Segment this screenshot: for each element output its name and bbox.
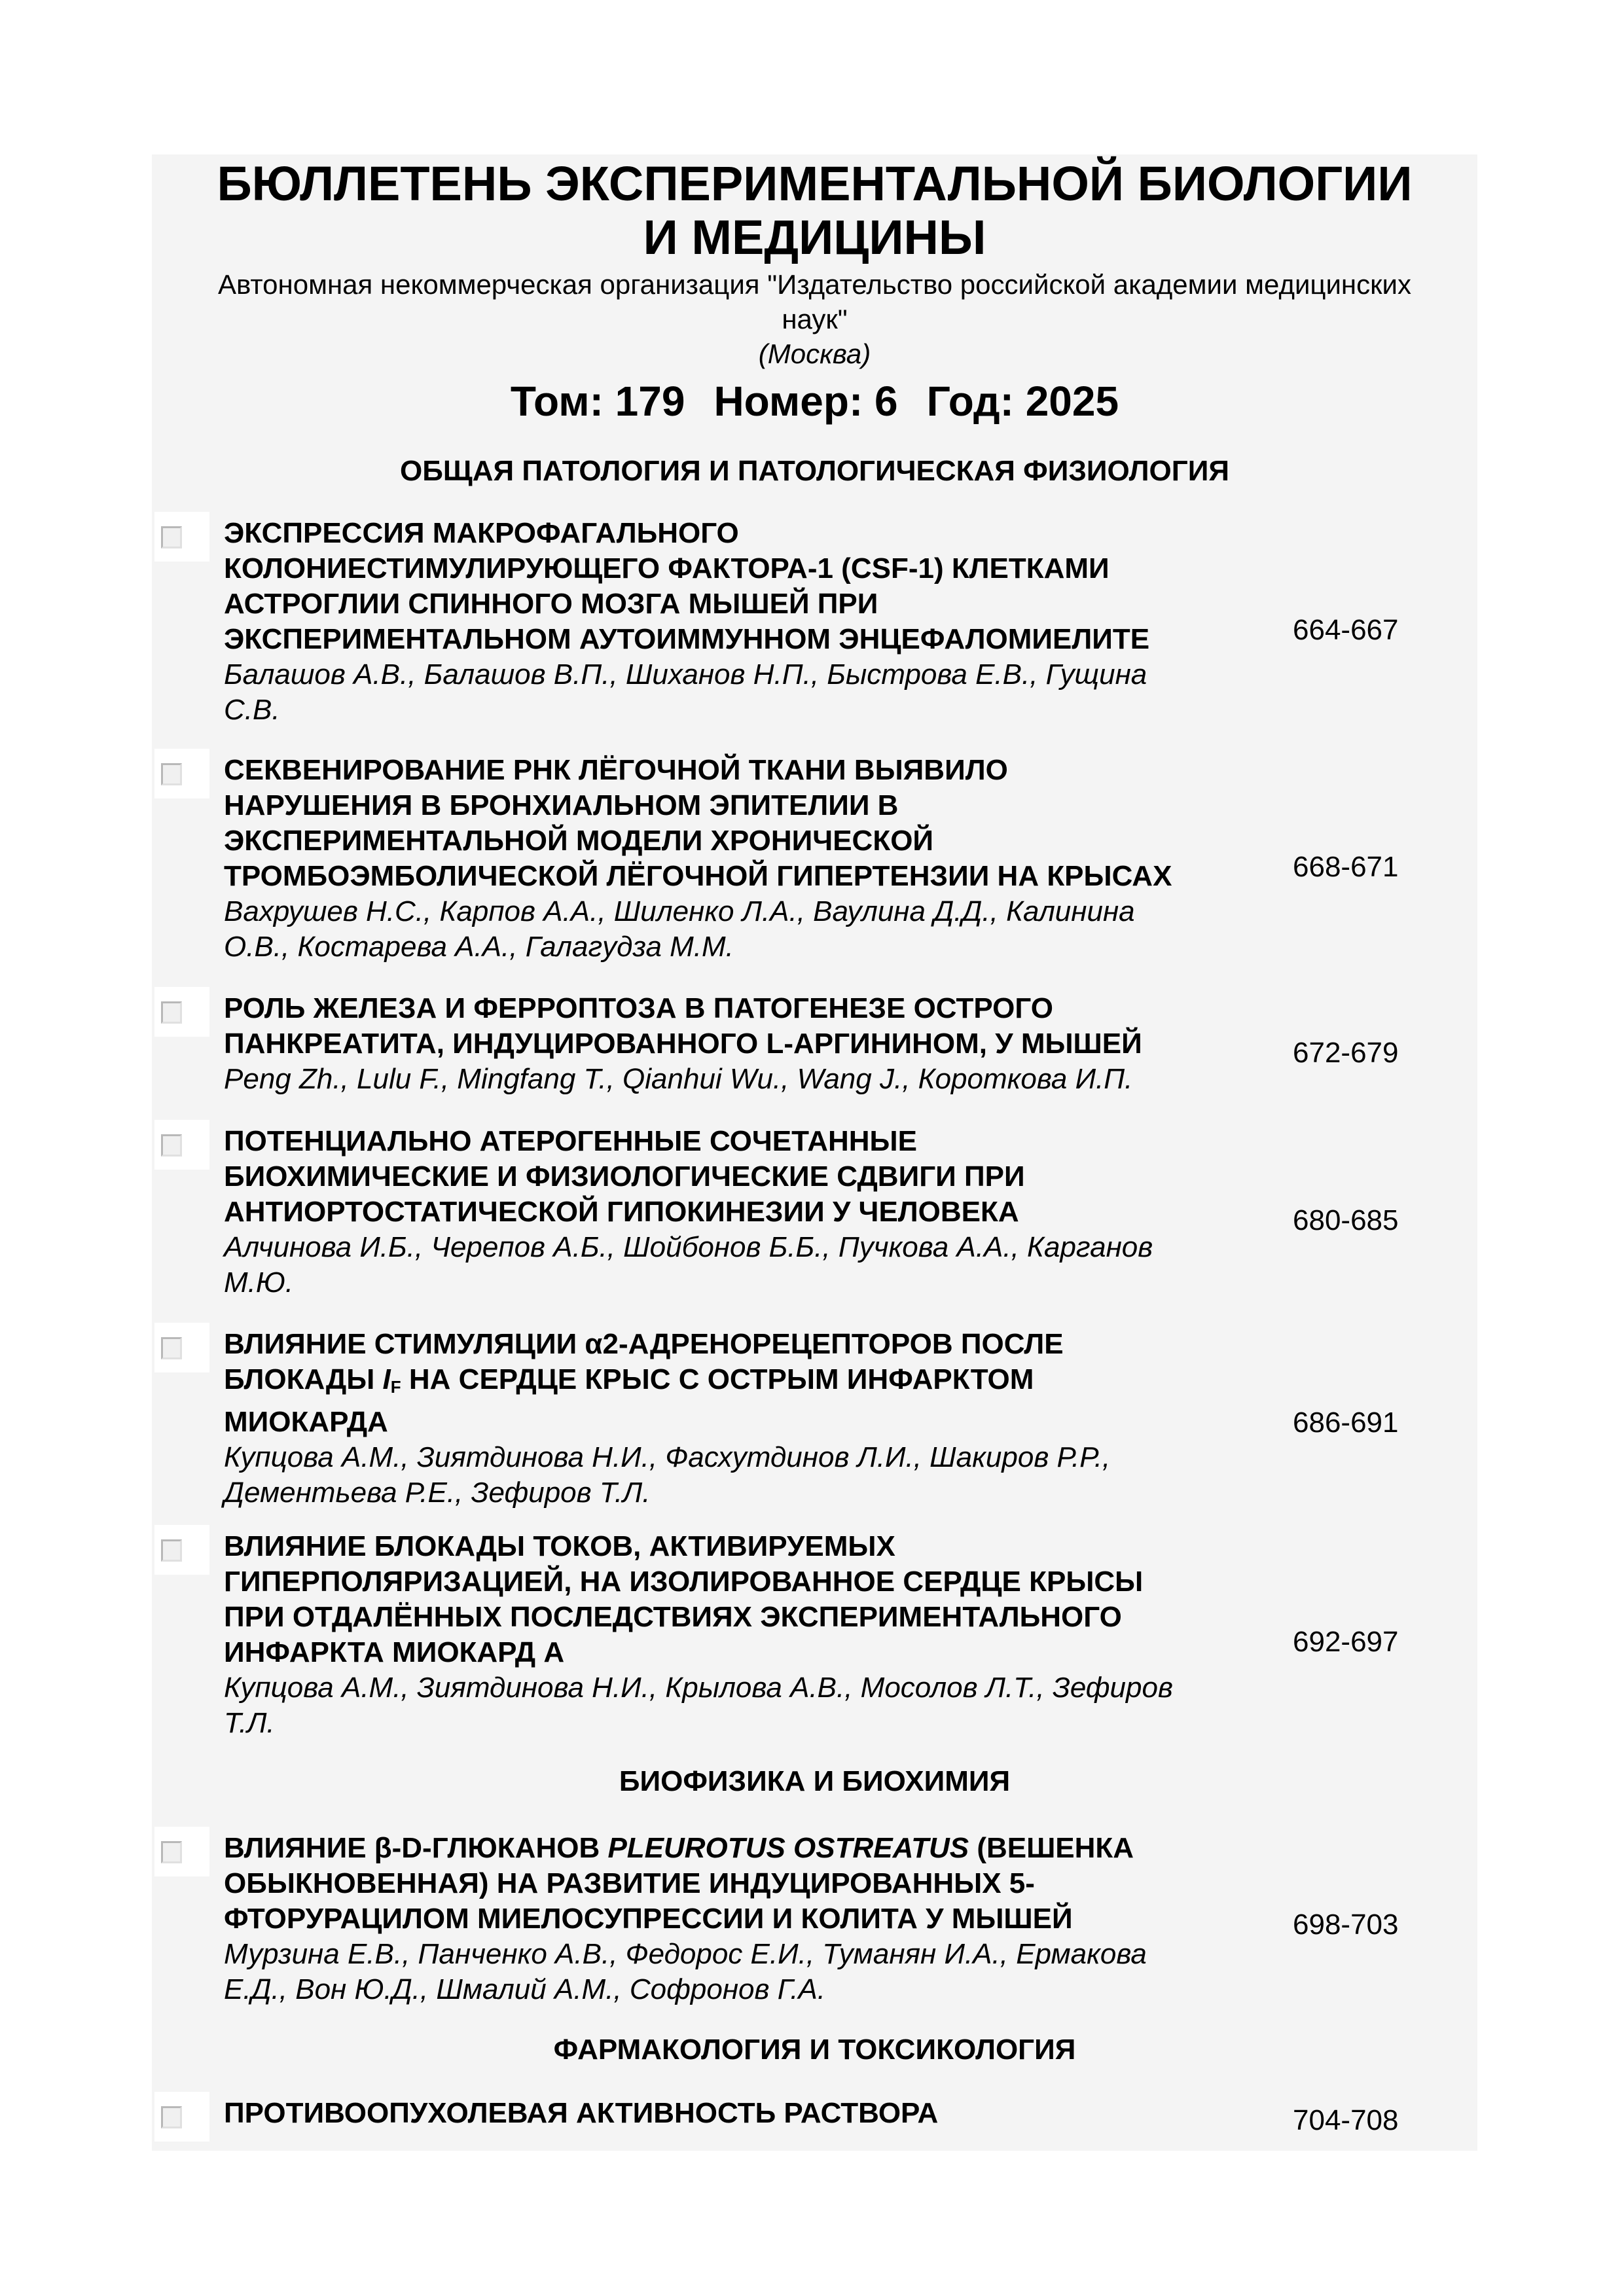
article-title-line[interactable]: ТРОМБОЭМБОЛИЧЕСКОЙ ЛЁГОЧНОЙ ГИПЕРТЕНЗИИ НА КРЫСАХ [224, 860, 1172, 892]
publisher-line: Автономная некоммерческая организация "Издательство российской академии медицинских [218, 269, 1411, 300]
article-checkbox[interactable] [154, 2092, 209, 2142]
article-title-line[interactable]: ПАНКРЕАТИТА, ИНДУЦИРОВАННОГО L-АРГИНИНОМ, У МЫШЕЙ [224, 1028, 1142, 1060]
article-title-line[interactable]: КОЛОНИЕСТИМУЛИРУЮЩЕГО ФАКТОРА-1 (CSF-1) КЛЕТКАМИ [224, 552, 1110, 584]
article-checkbox[interactable] [154, 749, 209, 798]
article-authors-line: Дементьева Р.Е., Зефиров Т.Л. [224, 1477, 651, 1509]
article-title-line[interactable]: ПРИ ОТДАЛЁННЫХ ПОСЛЕДСТВИЯХ ЭКСПЕРИМЕНТАЛЬНОГО [224, 1601, 1122, 1633]
publisher-city: (Москва) [758, 338, 871, 369]
article-checkbox[interactable] [154, 1827, 209, 1876]
article-authors-line: М.Ю. [224, 1266, 294, 1299]
article-pages: 686-691 [1293, 1407, 1399, 1439]
article-entry [224, 1831, 1271, 2007]
article-title-line[interactable]: ОБЫКНОВЕННАЯ) НА РАЗВИТИЕ ИНДУЦИРОВАННЫХ 5- [224, 1867, 1035, 1899]
issue-number: Номер: 6 [713, 378, 898, 425]
article-checkbox[interactable] [154, 512, 209, 562]
article-entry [224, 1529, 1271, 1741]
article-entry [224, 753, 1271, 965]
article-title-line[interactable]: МИОКАРДА [224, 1406, 388, 1438]
article-pages: 698-703 [1293, 1909, 1399, 1941]
article-title-line[interactable]: АСТРОГЛИИ СПИННОГО МОЗГА МЫШЕЙ ПРИ [224, 588, 878, 620]
article-authors-line: Купцова А.М., Зиятдинова Н.И., Крылова А.В., Мосолов Л.Т., Зефиров [224, 1672, 1173, 1704]
article-authors-line: Peng Zh., Lulu F., Mingfang T., Qianhui Wu., Wang J., Короткова И.П. [224, 1063, 1133, 1095]
article-title-line[interactable]: БИОХИМИЧЕСКИЕ И ФИЗИОЛОГИЧЕСКИЕ СДВИГИ ПРИ [224, 1160, 1025, 1193]
article-authors-line: О.В., Костарева А.А., Галагудза М.М. [224, 931, 734, 963]
article-title-line[interactable]: СЕКВЕНИРОВАНИЕ РНК ЛЁГОЧНОЙ ТКАНИ ВЫЯВИЛО [224, 754, 1008, 786]
article-pages: 680-685 [1293, 1204, 1399, 1236]
volume: Том: 179 [510, 378, 685, 425]
article-authors-line: Балашов А.В., Балашов В.П., Шиханов Н.П., Быстрова Е.В., Гущина [224, 658, 1147, 691]
year: Год: 2025 [926, 378, 1119, 425]
publisher-line: наук" [782, 304, 848, 334]
article-checkbox[interactable] [154, 987, 209, 1037]
article-title-line[interactable]: ВЛИЯНИЕ СТИМУЛЯЦИИ α2-АДРЕНОРЕЦЕПТОРОВ ПОСЛЕ [224, 1328, 1064, 1360]
article-pages: 692-697 [1293, 1626, 1399, 1658]
article-title-line[interactable]: ГИПЕРПОЛЯРИЗАЦИЕЙ, НА ИЗОЛИРОВАННОЕ СЕРДЦЕ КРЫСЫ [224, 1566, 1144, 1598]
article-title-line[interactable]: ВЛИЯНИЕ β-D-ГЛЮКАНОВ PLEUROTUS OSTREATUS (ВЕШЕНКА [224, 1832, 1134, 1864]
article-entry [224, 1124, 1271, 1300]
article-title-line[interactable]: ФТОРУРАЦИЛОМ МИЕЛОСУПРЕССИИ И КОЛИТА У МЫШЕЙ [224, 1903, 1073, 1935]
article-title-line[interactable]: ЭКСПЕРИМЕНТАЛЬНОМ АУТОИММУННОМ ЭНЦЕФАЛОМИЕЛИТЕ [224, 623, 1150, 655]
article-title-line[interactable]: АНТИОРТОСТАТИЧЕСКОЙ ГИПОКИНЕЗИИ У ЧЕЛОВЕКА [224, 1196, 1019, 1228]
journal-title [152, 157, 1477, 264]
article-title-line[interactable]: ИНФАРКТА МИОКАРД А [224, 1636, 565, 1668]
article-pages: 704-708 [1293, 2104, 1399, 2136]
article-authors-line: Е.Д., Вон Ю.Д., Шмалий А.М., Софронов Г.А. [224, 1973, 826, 2005]
section-heading: ФАРМАКОЛОГИЯ И ТОКСИКОЛОГИЯ [553, 2034, 1076, 2066]
article-title-line[interactable]: БЛОКАДЫ $I_F$ НА СЕРДЦЕ КРЫС С ОСТРЫМ ИНФАРКТОМ [224, 1363, 1034, 1397]
article-title-italic: PLEUROTUS OSTREATUS [607, 1832, 969, 1864]
article-title-line[interactable]: ВЛИЯНИЕ БЛОКАДЫ ТОКОВ, АКТИВИРУЕМЫХ [224, 1530, 895, 1562]
issue-info [152, 377, 1477, 425]
article-entry [224, 1327, 1271, 1511]
journal-title-line: И МЕДИЦИНЫ [643, 210, 986, 264]
article-title-line[interactable]: РОЛЬ ЖЕЛЕЗА И ФЕРРОПТОЗА В ПАТОГЕНЕЗЕ ОСТРОГО [224, 992, 1053, 1024]
article-title-line[interactable]: ЭКСПРЕССИЯ МАКРОФАГАЛЬНОГО [224, 517, 739, 549]
article-title-line[interactable]: НАРУШЕНИЯ В БРОНХИАЛЬНОМ ЭПИТЕЛИИ В [224, 789, 899, 821]
publisher [152, 267, 1477, 371]
journal-title-line: БЮЛЛЕТЕНЬ ЭКСПЕРИМЕНТАЛЬНОЙ БИОЛОГИИ [217, 156, 1413, 211]
article-pages: 668-671 [1293, 851, 1399, 883]
article-authors-line: Вахрушев Н.С., Карпов А.А., Шиленко Л.А., Ваулина Д.Д., Калинина [224, 895, 1135, 927]
article-title-line[interactable]: ПОТЕНЦИАЛЬНО АТЕРОГЕННЫЕ СОЧЕТАННЫЕ [224, 1125, 917, 1157]
article-title-italic: I [382, 1363, 391, 1395]
article-checkbox[interactable] [154, 1323, 209, 1372]
article-authors-line: С.В. [224, 694, 280, 726]
article-authors-line: Мурзина Е.В., Панченко А.В., Федорос Е.И., Туманян И.А., Ермакова [224, 1938, 1147, 1970]
article-pages: 672-679 [1293, 1037, 1399, 1069]
article-entry [224, 991, 1271, 1097]
article-title-line[interactable]: ПРОТИВООПУХОЛЕВАЯ АКТИВНОСТЬ РАСТВОРА [224, 2097, 939, 2129]
article-checkbox[interactable] [154, 1525, 209, 1575]
article-entry [224, 516, 1271, 728]
section-heading: БИОФИЗИКА И БИОХИМИЯ [619, 1765, 1011, 1797]
article-pages: 664-667 [1293, 614, 1399, 646]
article-title-line[interactable]: ЭКСПЕРИМЕНТАЛЬНОЙ МОДЕЛИ ХРОНИЧЕСКОЙ [224, 825, 934, 857]
article-entry [224, 2096, 1271, 2131]
article-title-subscript: F [390, 1377, 401, 1397]
article-checkbox[interactable] [154, 1120, 209, 1170]
article-authors-line: Алчинова И.Б., Черепов А.Б., Шойбонов Б.Б., Пучкова А.А., Карганов [224, 1231, 1153, 1263]
article-authors-line: Купцова А.М., Зиятдинова Н.И., Фасхутдинов Л.И., Шакиров Р.Р., [224, 1441, 1111, 1473]
section-heading: ОБЩАЯ ПАТОЛОГИЯ И ПАТОЛОГИЧЕСКАЯ ФИЗИОЛОГИЯ [400, 455, 1229, 487]
article-authors-line: Т.Л. [224, 1707, 275, 1739]
